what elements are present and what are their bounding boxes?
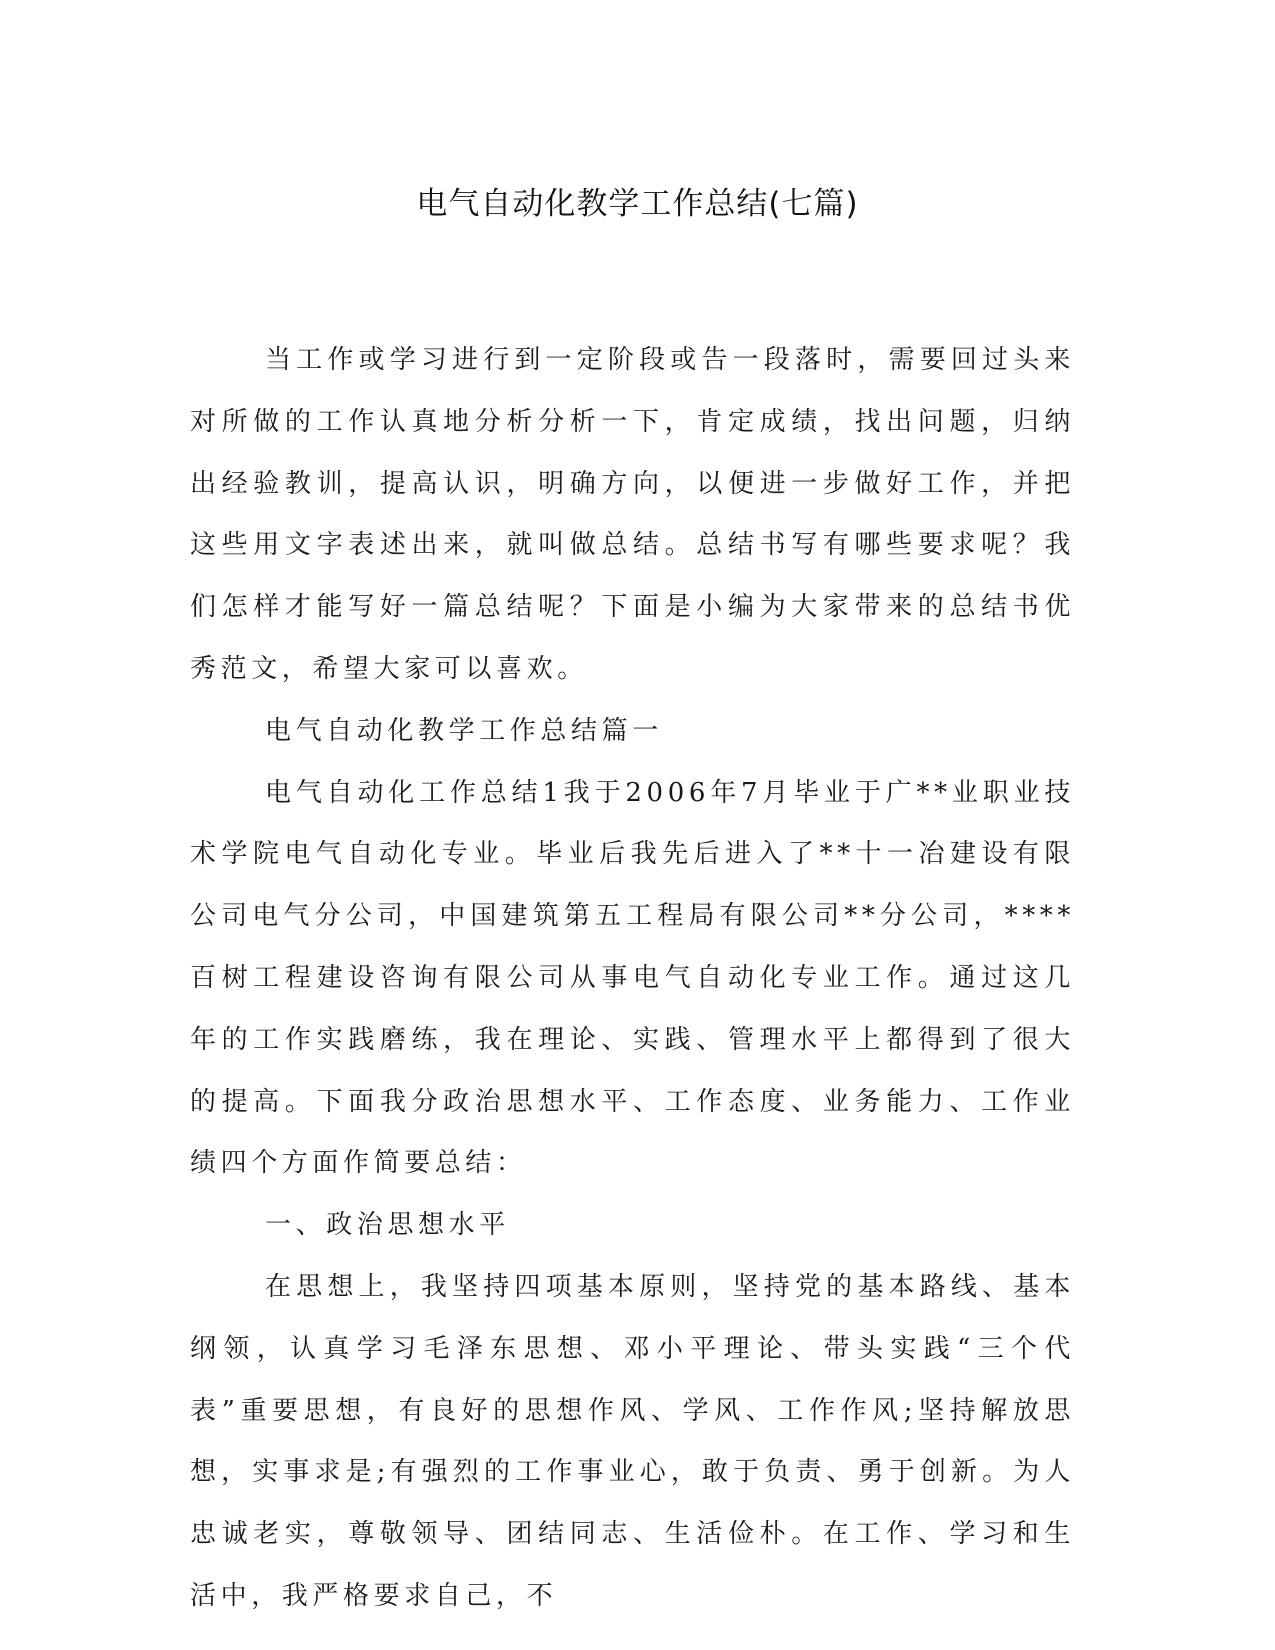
section-heading: 电气自动化教学工作总结篇一 (265, 715, 663, 746)
subsection-heading: 一、政治思想水平 (265, 1210, 510, 1241)
document-body (190, 330, 1075, 1628)
body-paragraph: 在思想上，我坚持四项基本原则，坚持党的基本路线、基本纲领，认真学习毛泽东思想、邓小平理论、带头实践“三个代表”重要思想，有良好的思想作风、学风、工作作风;坚持解放思想，实事求是;有强烈的工作事业心，敢于负责、勇于创新。为人忠诚老实，尊敬领导、团结同志、生活俭朴。在工作、学习和生活中，我严格要求自己，不 (190, 1271, 1075, 1611)
document-title: 电气自动化教学工作总结(七篇) (416, 186, 859, 222)
intro-paragraph: 当工作或学习进行到一定阶段或告一段落时，需要回过头来对所做的工作认真地分析分析一下，肯定成绩，找出问题，归纳出经验教训，提高认识，明确方向，以便进一步做好工作，并把这些用文字表述出来，就叫做总结。总结书写有哪些要求呢？我们怎样才能写好一篇总结呢？下面是小编为大家带来的总结书优秀范文，希望大家可以喜欢。 (190, 345, 1075, 684)
body-paragraph: 电气自动化工作总结1我于2006年7月毕业于广**业职业技术学院电气自动化专业。毕业后我先后进入了**十一冶建设有限公司电气分公司，中国建筑第五工程局有限公司**分公司，****百树工程建设咨询有限公司从事电气自动化专业工作。通过这几年的工作实践磨练，我在理论、实践、管理水平上都得到了很大的提高。下面我分政治思想水平、工作态度、业务能力、工作业绩四个方面作简要总结： (190, 777, 1075, 1179)
